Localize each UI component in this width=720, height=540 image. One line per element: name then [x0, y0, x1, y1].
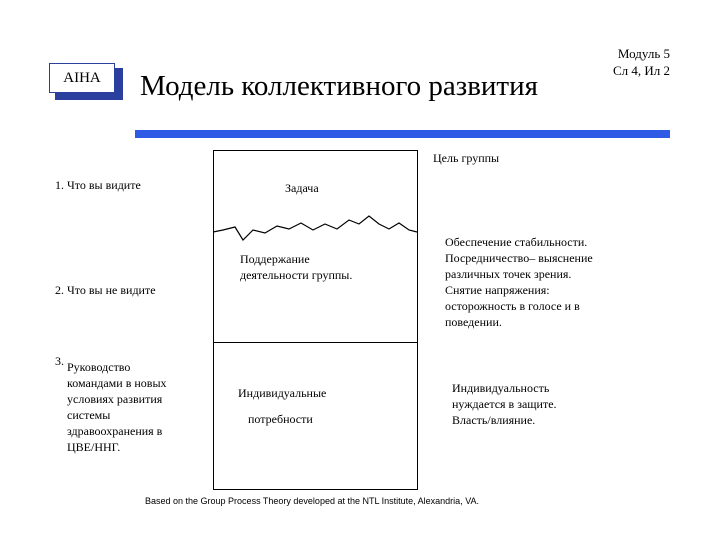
slide-number: Сл 4, Ил 2 — [612, 63, 670, 78]
maintenance-label: Поддержание деятельности группы. — [240, 252, 353, 282]
needs-label: потребности — [248, 412, 313, 426]
module-label — [600, 45, 670, 79]
slide-title: Модель коллективного развития — [140, 70, 538, 102]
title-underline-bar — [135, 130, 670, 138]
module-number: Модуль 5 — [617, 46, 670, 61]
footer-credit: Based on the Group Process Theory developed at the NTL Institute, Alexandria, VA. — [145, 496, 480, 506]
question-1: 1. Что вы видите — [55, 178, 141, 192]
individual-label: Индивидуальные — [238, 386, 327, 400]
waterline-wave — [213, 210, 418, 250]
question-2: 2. Что вы не видите — [55, 283, 156, 297]
question-3-text: Руководство командами в новых условиях развития системы здравоохранения в ЦВЕ/ННГ. — [67, 360, 167, 454]
box-divider — [213, 342, 418, 343]
individuality-notes: Индивидуальность нуждается в защите. Власть/влияние. — [452, 381, 557, 427]
stability-notes: Обеспечение стабильности. Посредничество– выяснение различных точек зрения. Снятие напряжения: осторожность в голосе и в поведении. — [445, 235, 593, 329]
aiha-logo: AIHA — [49, 63, 115, 93]
task-label: Задача — [285, 181, 319, 195]
iceberg-box — [213, 150, 418, 490]
question-3-number: 3. — [55, 354, 64, 368]
goal-label: Цель группы — [433, 151, 500, 165]
